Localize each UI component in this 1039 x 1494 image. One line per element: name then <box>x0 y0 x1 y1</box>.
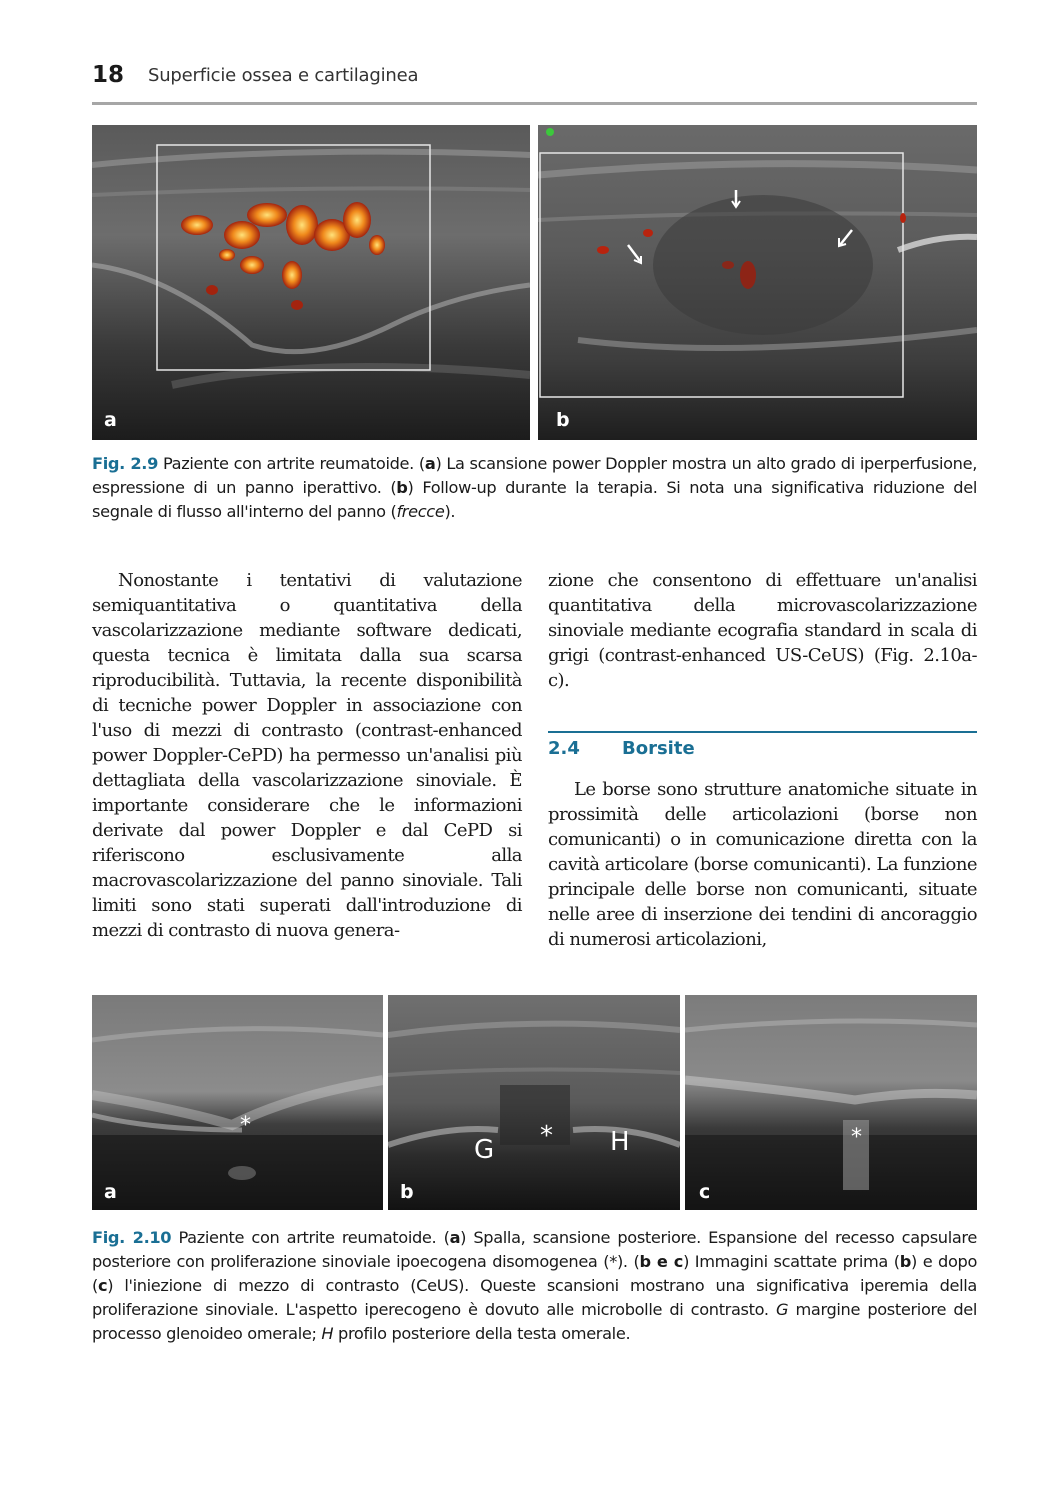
fig210-caption-label: Fig. 2.10 <box>92 1228 172 1247</box>
fig210-panel-a-label: a <box>104 1181 117 1203</box>
fig210-panel-b-label: b <box>400 1181 414 1203</box>
fig29-panel-a-image <box>92 125 530 440</box>
fig210-panel-b-letter-g: G <box>474 1135 495 1165</box>
fig210-panel-b-star: * <box>540 1121 553 1151</box>
page-number: 18 <box>92 62 125 88</box>
fig210-panel-c-image <box>685 995 977 1210</box>
fig210-caption-h: H <box>321 1324 334 1343</box>
fig210-caption <box>92 1226 977 1346</box>
fig29-caption-text-4: ). <box>444 502 456 521</box>
section-title: Borsite <box>622 738 695 759</box>
fig210-caption-text-4: ) e dopo ( <box>92 1252 978 1295</box>
fig210-panel-b-image <box>388 995 680 1210</box>
body-left-column <box>92 568 522 943</box>
header-rule <box>92 102 977 105</box>
fig29-caption-ref-b: b <box>396 478 408 497</box>
body-right-column-top <box>548 568 977 693</box>
fig210-caption-text-3: ) Immagini scattate prima ( <box>683 1252 900 1271</box>
section-number: 2.4 <box>548 738 580 759</box>
fig210-caption-g: G <box>775 1300 789 1319</box>
fig29-caption-text-2: ) La scansione power Doppler mostra un alto grado di iperperfusione, espressione di un panno iperattivo. ( <box>92 454 977 497</box>
fig210-panel-c-star: * <box>851 1125 862 1150</box>
fig29-caption-text-1: Paziente con artrite reumatoide. ( <box>158 454 425 473</box>
fig210-caption-ref-a: a <box>449 1228 461 1247</box>
fig210-caption-text-2: ) Spalla, scansione posteriore. Espansione del recesso capsulare posteriore con proliferazione sinoviale ipoecogena disomogenea (*). ( <box>92 1228 977 1271</box>
body-right-column-bottom <box>548 777 977 952</box>
fig29-panel-b-label: b <box>556 409 570 431</box>
fig29-caption-frecce: frecce <box>396 502 445 521</box>
fig210-panel-a-star: * <box>240 1113 251 1138</box>
fig210-caption-ref-b: b <box>899 1252 911 1271</box>
fig210-caption-text-1: Paziente con artrite reumatoide. ( <box>171 1228 450 1247</box>
body-right-paragraph-1: zione che consentono di effettuare un'analisi quantitativa della microvascolarizzazione sinoviale mediante ecografia standard in scala di grigi (contrast-enhanced US-CeUS) (Fig. 2.10a-c). <box>548 570 977 691</box>
running-title: Superficie ossea e cartilaginea <box>148 65 419 86</box>
fig210-caption-ref-c: c <box>97 1276 108 1295</box>
running-header <box>92 62 977 102</box>
fig29-caption-label: Fig. 2.9 <box>92 454 159 473</box>
fig29-caption-text-3: ) Follow-up durante la terapia. Si nota una significativa riduzione del segnale di flusso all'interno del panno ( <box>92 478 977 521</box>
fig210-panel-a-image <box>92 995 383 1210</box>
fig210-caption-text-7: profilo posteriore della testa omerale. <box>333 1324 631 1343</box>
section-rule <box>548 731 977 733</box>
body-left-paragraph: Nonostante i tentativi di valutazione semiquantitativa o quantitativa della vascolarizzazione mediante software dedicati, questa tecnica è limitata dalla sua scarsa riproducibilità. Tuttavia, la recente disponibilità di tecniche power Doppler in associazione con l'uso di mezzi di contrasto (contrast-enhanced power Doppler-CePD) ha permesso un'analisi più dettagliata della vascolarizzazione sinoviale. È importante considerare che le informazioni derivate dal power Doppler e dal CePD si riferiscono esclusivamente alla macrovascolarizzazione del panno sinoviale. Tali limiti sono stati superati dall'introduzione di mezzi di contrasto di nuova genera- <box>92 570 522 941</box>
fig29-caption <box>92 452 977 524</box>
fig210-caption-text-5: ) l'iniezione di mezzo di contrasto (CeUS). Queste scansioni mostrano una significativa iperemia della proliferazione sinoviale. L'aspetto iperecogeno è dovuto alle microbolle di contrasto. <box>92 1276 977 1319</box>
fig29-caption-ref-a: a <box>424 454 436 473</box>
fig210-caption-text-6: margine posteriore del processo glenoideo omerale; <box>92 1300 977 1343</box>
fig210-panel-b-letter-h: H <box>610 1127 630 1157</box>
body-right-paragraph-2: Le borse sono strutture anatomiche situate in prossimità delle articolazioni (borse non comunicanti) o in comunicazione diretta con la cavità articolare (borse comunicanti). La funzione principale delle borse non comunicanti, situate nelle aree di inserzione dei tendini di ancoraggio di numerosi articolazioni, <box>548 779 977 950</box>
fig210-panel-c-label: c <box>699 1181 711 1203</box>
fig210-caption-ref-bc: b e c <box>639 1252 684 1271</box>
fig29-panel-a-label: a <box>104 409 117 431</box>
fig29-panel-b-image <box>538 125 977 440</box>
